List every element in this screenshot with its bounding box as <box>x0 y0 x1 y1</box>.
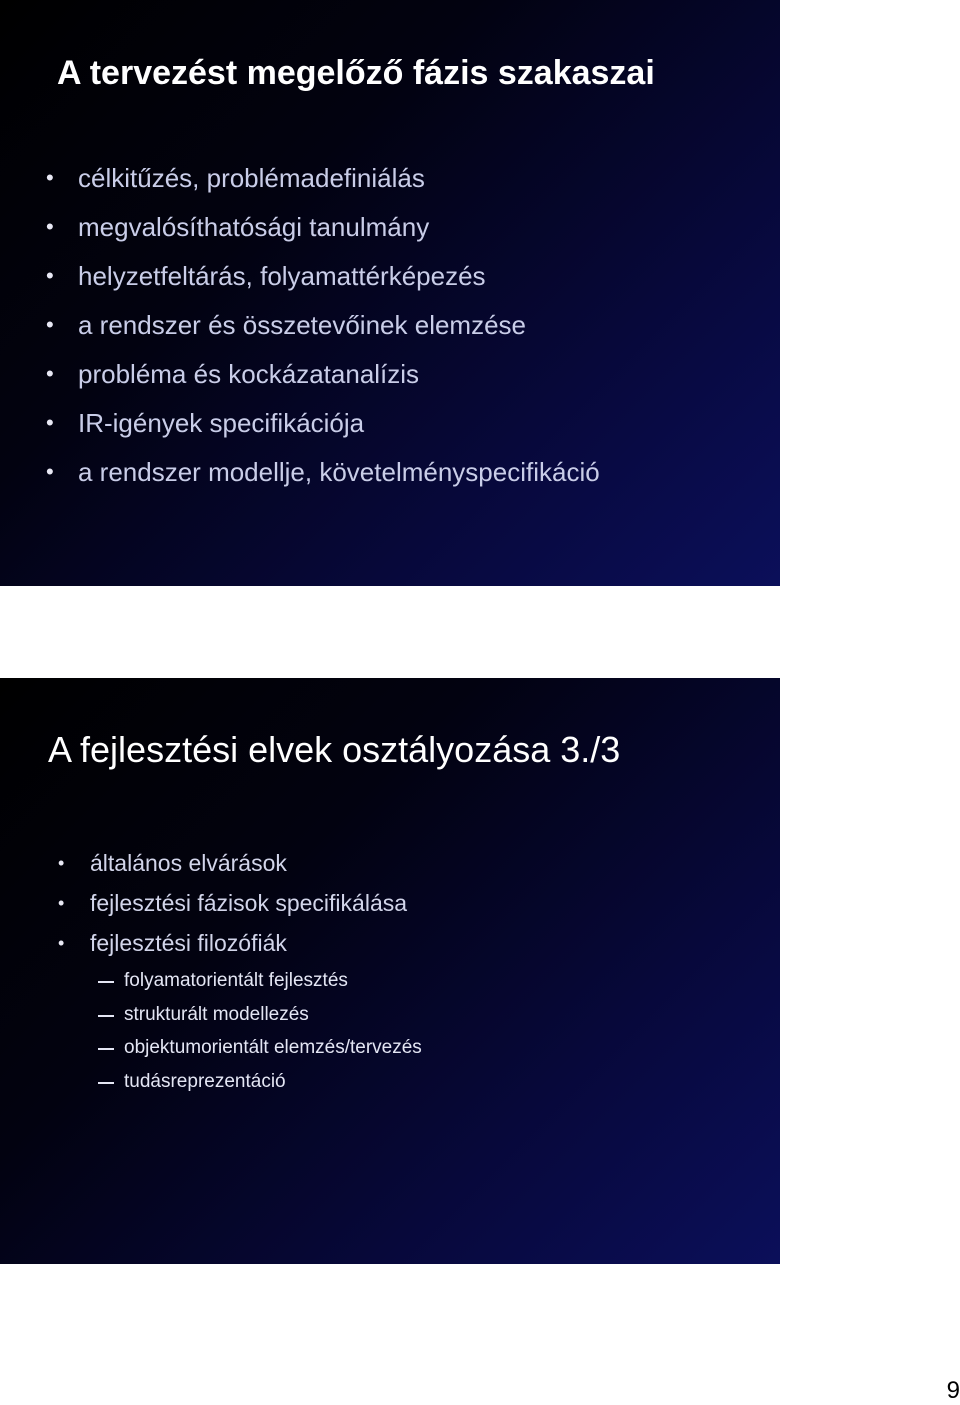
dash-icon <box>98 1082 114 1084</box>
bullet-icon: • <box>58 933 65 953</box>
bullet-text: általános elvárások <box>90 850 287 876</box>
bullet-icon: • <box>58 893 65 913</box>
bullet-icon: • <box>58 853 65 873</box>
sub-bullet-text: strukturált modellezés <box>124 1003 309 1025</box>
slide-1 <box>0 0 780 586</box>
bullet-icon: • <box>46 214 54 239</box>
bullet-icon: • <box>46 263 54 288</box>
sub-list-item <box>58 966 422 1000</box>
slide-2-bullet-list <box>58 846 422 1100</box>
page-number: 9 <box>946 1377 960 1404</box>
bullet-text: IR-igények specifikációja <box>78 408 365 438</box>
slide-2 <box>0 678 780 1264</box>
bullet-text: a rendszer és összetevőinek elemzése <box>78 310 527 340</box>
bullet-icon: • <box>46 312 54 337</box>
list-item <box>58 846 422 886</box>
list-item <box>46 258 600 307</box>
bullet-text: a rendszer modellje, követelményspecifikáció <box>78 457 600 487</box>
bullet-text: probléma és kockázatanalízis <box>78 359 420 389</box>
bullet-text: fejlesztési filozófiák <box>90 930 287 956</box>
sub-list-item <box>58 1000 422 1034</box>
list-item <box>46 356 600 405</box>
slide-2-title: A fejlesztési elvek osztályozása 3./3 <box>48 729 621 770</box>
sub-bullet-text: objektumorientált elemzés/tervezés <box>124 1037 422 1058</box>
bullet-icon: • <box>46 165 54 190</box>
bullet-icon: • <box>46 361 54 386</box>
list-item <box>46 405 600 454</box>
dash-icon <box>98 981 114 983</box>
dash-icon <box>98 1015 114 1017</box>
slide-1-bullet-list <box>46 160 600 503</box>
sub-list-item <box>58 1067 422 1101</box>
sub-bullet-text: folyamatorientált fejlesztés <box>124 970 348 991</box>
dash-icon <box>98 1048 114 1050</box>
list-item <box>46 454 600 503</box>
slide-1-title: A tervezést megelőző fázis szakaszai <box>57 54 655 92</box>
list-item <box>46 160 600 209</box>
bullet-icon: • <box>46 459 54 484</box>
sub-list-item <box>58 1033 422 1067</box>
bullet-text: megvalósíthatósági tanulmány <box>78 212 430 242</box>
list-item <box>46 209 600 258</box>
bullet-text: helyzetfeltárás, folyamattérképezés <box>78 261 486 291</box>
bullet-text: fejlesztési fázisok specifikálása <box>90 890 408 916</box>
sub-bullet-text: tudásreprezentáció <box>124 1070 286 1092</box>
list-item <box>46 307 600 356</box>
bullet-icon: • <box>46 410 54 435</box>
list-item <box>58 886 422 926</box>
bullet-text: célkitűzés, problémadefiniálás <box>78 163 425 193</box>
list-item <box>58 926 422 966</box>
